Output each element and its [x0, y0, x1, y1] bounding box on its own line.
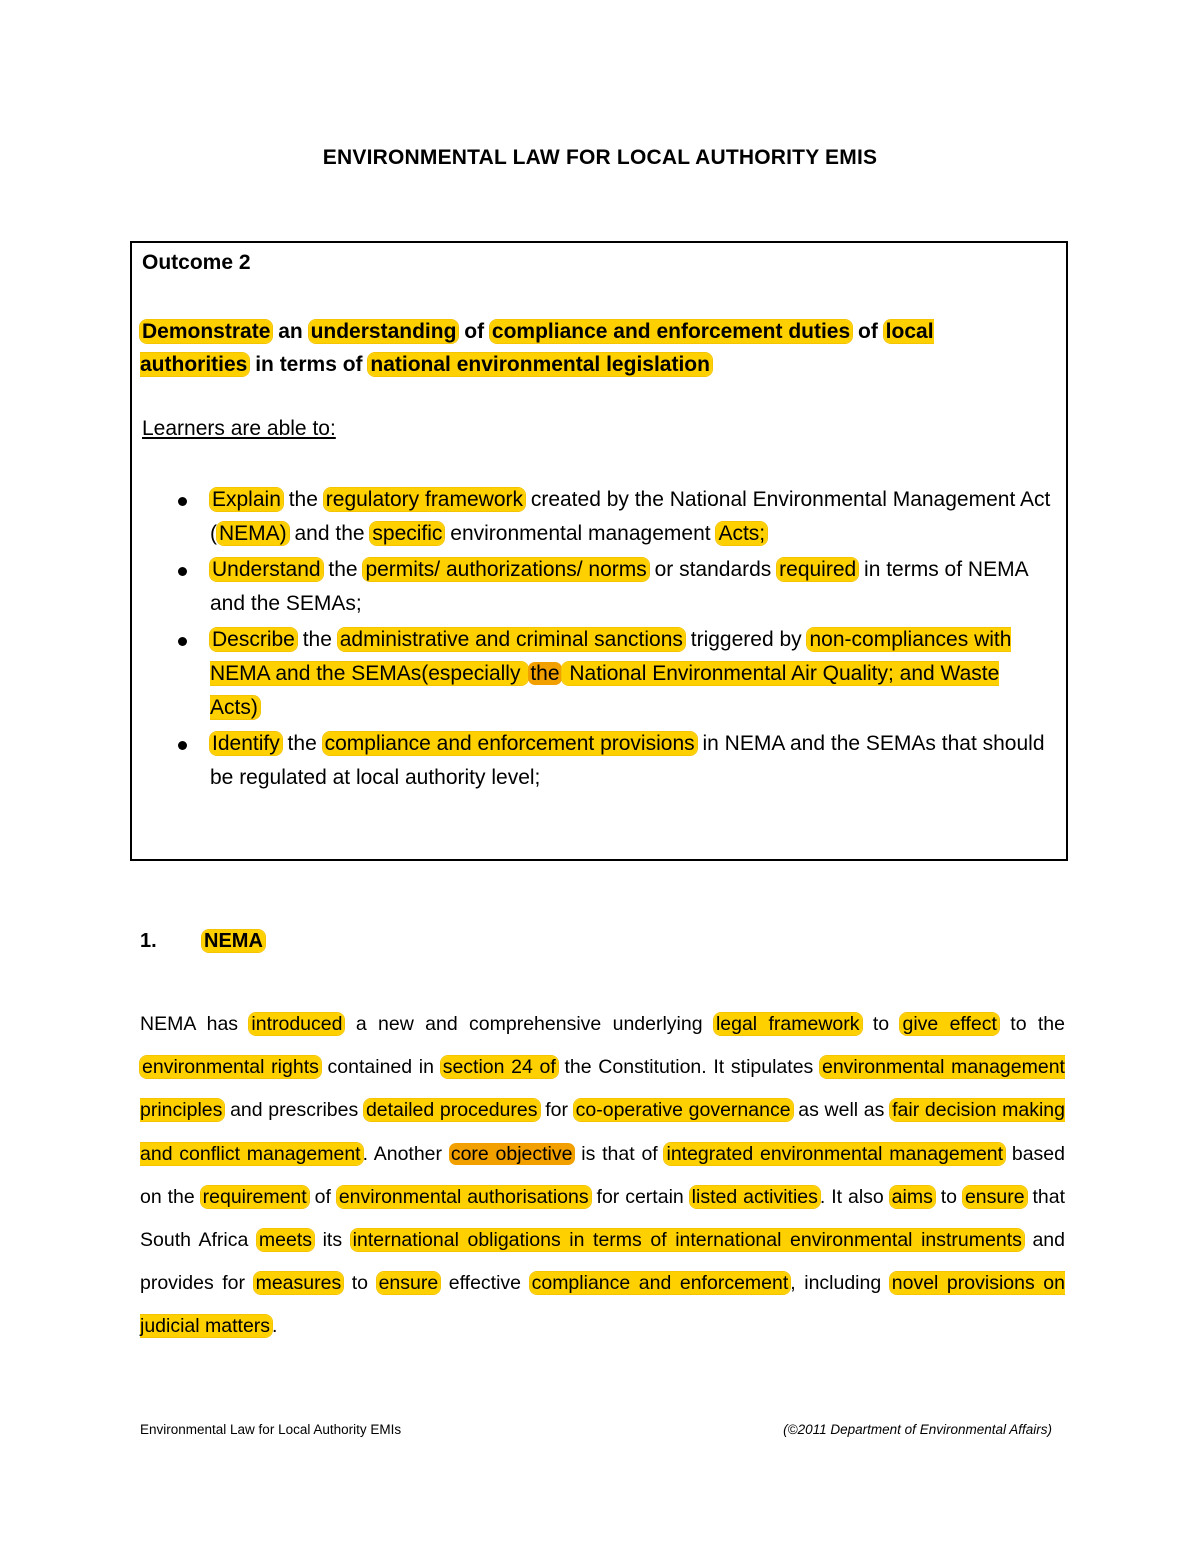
highlighted-text: the — [530, 662, 560, 685]
list-item-text — [210, 628, 1011, 719]
text-run: . It also — [819, 1185, 890, 1208]
highlighted-text: core objective — [450, 1142, 573, 1165]
text-run: . Another — [362, 1142, 449, 1165]
highlighted-text: introduced — [251, 1013, 343, 1035]
outcome-box — [130, 241, 1068, 861]
list-item-text — [210, 732, 1045, 789]
highlighted-text: ensure — [964, 1185, 1025, 1208]
text-run: the — [296, 628, 338, 651]
highlighted-text: Understand — [212, 558, 321, 581]
highlighted-text: Identify — [212, 732, 280, 755]
text-run: the — [322, 558, 364, 581]
text-run: of — [458, 320, 490, 343]
highlighted-text: NEMA) — [219, 522, 287, 545]
text-run: based on the — [140, 1142, 1065, 1208]
highlighted-text: novel provisions on judicial matters — [140, 1272, 1065, 1338]
text-run: effective — [440, 1272, 530, 1295]
text-run: and provides for — [140, 1229, 1065, 1295]
highlighted-text: permits/ authorizations/ norms — [365, 558, 647, 581]
highlighted-text: required — [779, 558, 857, 581]
highlighted-text: understanding — [310, 320, 457, 343]
text-run: created by the National Environmental Management Act ( — [210, 488, 1051, 545]
highlighted-text: give effect — [902, 1013, 997, 1035]
section-title: NEMA — [204, 930, 263, 952]
highlighted-text: regulatory framework — [325, 488, 523, 511]
highlighted-text: aims — [891, 1185, 933, 1208]
text-run: as well as — [792, 1099, 891, 1122]
footer-title: Environmental Law for Local Authority EMIs — [140, 1422, 402, 1437]
text-run: in terms of — [249, 353, 369, 376]
highlighted-text: ensure — [378, 1272, 439, 1295]
bullet-icon — [178, 497, 187, 506]
outcome-heading: Outcome 2 — [142, 251, 251, 274]
section-heading — [140, 930, 265, 953]
highlighted-text: international obligations in terms of international environmental instruments — [352, 1229, 1022, 1252]
section-number: 1. — [140, 930, 157, 952]
text-run: triggered by — [684, 628, 808, 651]
text-run: to — [343, 1272, 377, 1295]
highlighted-text: measures — [255, 1272, 342, 1295]
text-run: of — [308, 1185, 337, 1208]
highlighted-text: fair decision making and conflict management — [140, 1099, 1065, 1165]
list-item-text — [210, 488, 1050, 545]
text-run: the — [282, 488, 324, 511]
text-run: to the — [998, 1013, 1066, 1035]
text-run: is that of — [574, 1142, 665, 1165]
learners-label: Learners are able to: — [142, 417, 336, 440]
outcome-statement — [140, 315, 1040, 381]
text-run: NEMA has — [140, 1013, 250, 1035]
highlighted-text: National Environmental Air Quality; and Waste Acts) — [210, 662, 1000, 719]
text-run: its — [314, 1229, 351, 1252]
highlighted-text: integrated environmental management — [666, 1142, 1004, 1165]
bullet-icon — [178, 741, 187, 750]
list-item — [132, 553, 1052, 621]
text-run: that South Africa — [140, 1185, 1066, 1252]
highlighted-text: environmental rights — [142, 1056, 319, 1079]
text-run: for certain — [590, 1185, 690, 1208]
highlighted-text: co-operative governance — [575, 1099, 791, 1122]
text-run: and the — [288, 522, 371, 545]
highlighted-text: environmental authorisations — [338, 1185, 589, 1208]
highlighted-text: listed activities — [691, 1185, 818, 1208]
bullet-icon — [178, 567, 187, 576]
body-paragraph — [140, 1003, 1065, 1349]
highlighted-text: non-compliances with NEMA and the SEMAs(especially — [210, 628, 1012, 685]
learning-objectives-list — [132, 483, 1052, 797]
text-run: , including — [790, 1272, 890, 1295]
text-run: to — [861, 1013, 901, 1035]
highlighted-text: section 24 of — [442, 1056, 556, 1079]
text-run: contained in — [320, 1056, 441, 1079]
text-run: and prescribes — [224, 1099, 364, 1122]
text-run: in NEMA and the SEMAs that should be regulated at local authority level; — [210, 732, 1045, 789]
text-run: . — [272, 1315, 278, 1338]
highlighted-text: specific — [372, 522, 443, 545]
highlighted-text: compliance and enforcement duties — [491, 320, 851, 343]
highlighted-text: detailed procedures — [365, 1099, 538, 1122]
highlighted-text: Acts; — [718, 522, 766, 545]
highlighted-text: local authorities — [140, 320, 934, 376]
text-run: in terms of NEMA and the SEMAs; — [210, 558, 1028, 615]
text-run: the — [281, 732, 323, 755]
highlighted-text: compliance and enforcement — [531, 1272, 789, 1295]
highlighted-text: Explain — [212, 488, 281, 511]
text-run: for — [539, 1099, 574, 1122]
text-run: to — [934, 1185, 963, 1208]
bullet-icon — [178, 637, 187, 646]
footer-copyright: (©2011 Department of Environmental Affairs) — [783, 1422, 1052, 1437]
highlighted-text: administrative and criminal sanctions — [339, 628, 683, 651]
highlighted-text: compliance and enforcement provisions — [324, 732, 695, 755]
highlighted-text: environmental management principles — [140, 1056, 1065, 1122]
list-item — [132, 727, 1052, 795]
list-item — [132, 483, 1052, 551]
document-title: ENVIRONMENTAL LAW FOR LOCAL AUTHORITY EMIS — [322, 146, 878, 169]
text-run: or standards — [648, 558, 778, 581]
highlighted-text: legal framework — [715, 1013, 860, 1035]
highlighted-text: national environmental legislation — [370, 353, 710, 376]
highlighted-text: requirement — [202, 1185, 307, 1208]
list-item — [132, 623, 1052, 725]
text-run: of — [852, 320, 884, 343]
text-run: a new and comprehensive underlying — [344, 1013, 714, 1035]
highlighted-text: Demonstrate — [142, 320, 271, 343]
list-item-text — [210, 558, 1027, 615]
highlighted-text: Describe — [212, 628, 295, 651]
text-run: environmental management — [444, 522, 717, 545]
highlighted-text: meets — [258, 1229, 312, 1252]
text-run: the Constitution. It stipulates — [557, 1056, 820, 1079]
text-run: an — [272, 320, 309, 343]
